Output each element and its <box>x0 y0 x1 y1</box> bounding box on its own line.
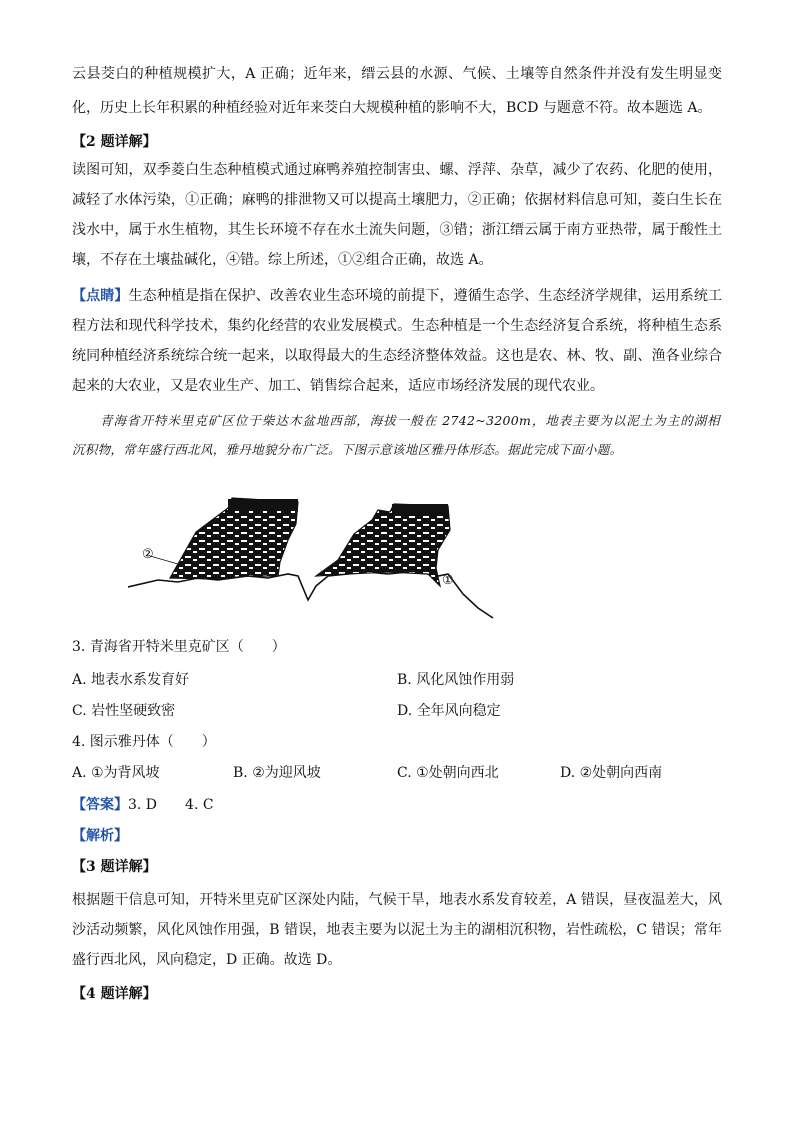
option-4a: A. ①为背风坡 <box>72 765 160 781</box>
material-line: 沉积物，常年盛行西北风，雅丹地貌分布广泛。下图示意该地区雅丹体形态。据此完成下面小题。 <box>72 442 623 457</box>
paragraph-line: 读图可知，双季菱白生态种植模式通过麻鸭养殖控制害虫、螺、浮萍、杂草，减少了农药、化肥的使用， <box>72 162 722 178</box>
section-heading: 【2 题详解】 <box>72 134 157 150</box>
section-heading: 【3 题详解】 <box>72 859 157 875</box>
paragraph-line: 沙活动频繁，风化风蚀作用强，B 错误，地表主要为以泥土为主的湖相沉积物，岩性疏松，C 错误；常年 <box>72 922 722 938</box>
option-4b: B. ②为迎风坡 <box>233 765 321 781</box>
answer-value: 3. D 4. C <box>128 797 214 813</box>
option-3c: C. 岩性坚硬致密 <box>72 703 176 719</box>
paragraph-line: 浅水中，属于水生植物，其生长环境不存在水土流失问题，③错；浙江缙云属于南方亚热带，属于酸性土 <box>72 222 722 238</box>
paragraph-line: 根据题干信息可知，开特米里克矿区深处内陆，气候干旱，地表水系发育较差，A 错误，昼夜温差大，风 <box>72 892 722 908</box>
paragraph-line: 云县茭白的种植规模扩大，A 正确；近年来，缙云县的水源、气候、土壤等自然条件并没有发生明显变 <box>72 66 722 82</box>
analysis-label: 【解析】 <box>72 828 128 844</box>
yardang-right-cap <box>392 504 448 514</box>
question-4: 4. 图示雅丹体（ ） <box>72 734 216 750</box>
paragraph-line: 盛行西北风，风向稳定，D 正确。故选 D。 <box>72 952 342 968</box>
answer-line <box>72 795 722 815</box>
paragraph-line: 壤，不存在土壤盐碱化，④错。综上所述，①②组合正确，故选 A。 <box>72 252 493 268</box>
tip-line <box>72 286 722 306</box>
yardang-figure <box>128 490 498 624</box>
yardang-left-cap <box>228 499 298 511</box>
question-3: 3. 青海省开特米里克矿区（ ） <box>72 639 286 655</box>
answer-label: 【答案】 <box>72 797 128 813</box>
paragraph-line: 减轻了水体污染，①正确；麻鸭的排泄物又可以提高土壤肥力，②正确；依据材料信息可知，菱白生长在 <box>72 192 722 208</box>
paragraph-line: 统同种植经济系统综合统一起来，以取得最大的生态经济整体效益。这也是农、林、牧、副、渔各业综合 <box>72 348 722 364</box>
paragraph-line: 化，历史上长年积累的种植经验对近年来茭白大规模种植的影响不大，BCD 与题意不符。故本题选 A。 <box>72 100 712 116</box>
tip-text: 生态种植是指在保护、改善农业生态环境的前提下，遵循生态学、生态经济学规律，运用系统工 <box>128 288 723 304</box>
tip-label: 【点睛】 <box>72 288 129 304</box>
label-2-leader <box>150 556 178 564</box>
material-line: 青海省开特米里克矿区位于柴达木盆地西部，海拔一般在 2742~3200m，地表主要为以泥土为主的湖相 <box>100 413 720 428</box>
option-3b: B. 风化风蚀作用弱 <box>397 672 515 688</box>
paragraph-line: 起来的大农业，又是农业生产、加工、销售综合起来，适应市场经济发展的现代农业。 <box>72 378 604 394</box>
label-2: ② <box>142 547 154 562</box>
section-heading: 【4 题详解】 <box>72 986 157 1002</box>
paragraph-line: 程方法和现代科学技术，集约化经营的农业发展模式。生态种植是一个生态经济复合系统，将种植生态系 <box>72 318 722 334</box>
option-4d: D. ②处朝向西南 <box>560 765 663 781</box>
option-3d: D. 全年风向稳定 <box>397 703 501 719</box>
option-3a: A. 地表水系发育好 <box>72 672 190 688</box>
option-4c: C. ①处朝向西北 <box>397 765 499 781</box>
label-1: ① <box>442 573 454 588</box>
